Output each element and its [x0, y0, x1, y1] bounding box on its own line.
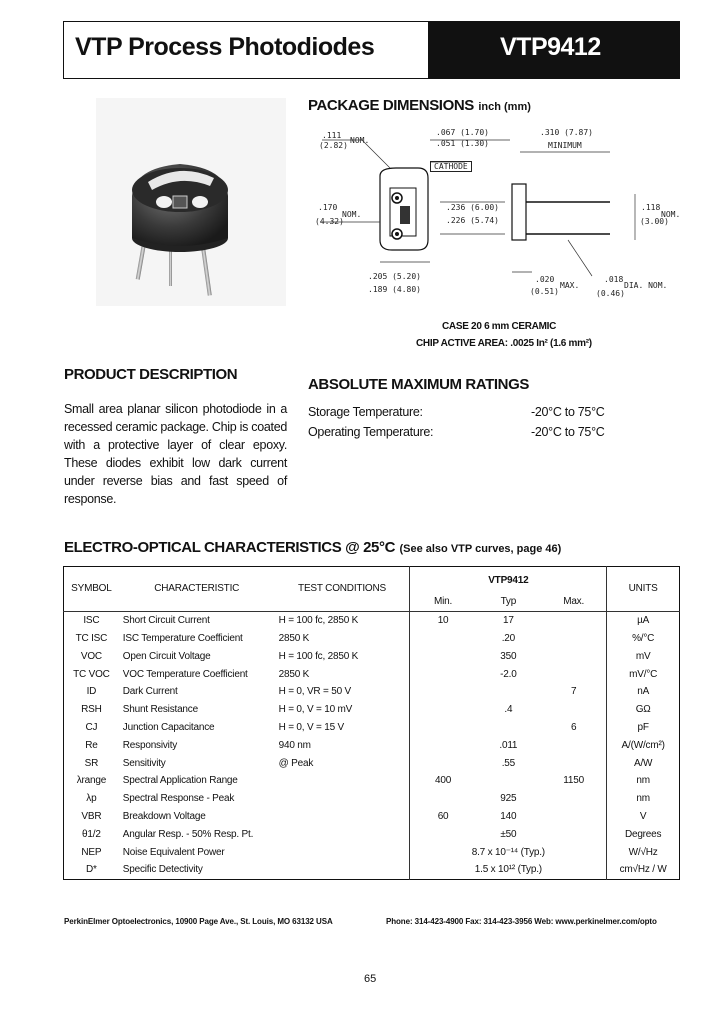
min-cell: 10 [410, 611, 476, 629]
conditions-cell [275, 790, 410, 808]
conditions-cell [275, 843, 410, 861]
symbol-cell: ISC [64, 611, 119, 629]
min-cell [410, 701, 476, 719]
units-cell: %/°C [607, 630, 680, 648]
dim-170: .170 [318, 203, 338, 212]
symbol-cell: θ1/2 [82, 828, 101, 840]
characteristic-cell: Short Circuit Current [119, 611, 275, 629]
rating-value: -20°C to 75°C [531, 425, 605, 439]
typ-cell: .20 [501, 632, 515, 644]
units-cell: mV/°C [607, 665, 680, 683]
typ-cell: 925 [500, 793, 517, 805]
min-cell [410, 754, 476, 772]
characteristic-cell: Breakdown Voltage [122, 810, 206, 822]
dim-067: .067 (1.70) [436, 128, 489, 137]
dim-minimum: MINIMUM [548, 141, 582, 150]
conditions-cell: 2850 K [278, 632, 310, 644]
dim-111: .111 [322, 131, 342, 140]
max-cell [541, 630, 607, 648]
dim-226: .226 (5.74) [446, 216, 499, 225]
max-cell [541, 736, 607, 754]
max-cell: 6 [570, 721, 577, 733]
conditions-cell: H = 0, V = 10 mV [278, 704, 353, 716]
conditions-cell [275, 861, 410, 879]
footer-contact: Phone: 314-423-4900 Fax: 314-423-3956 Web: www.perkinelmer.com/opto [386, 917, 657, 926]
units-cell: A/(W/cm²) [607, 736, 680, 754]
symbol-cell: Re [85, 739, 98, 751]
table-row [64, 808, 680, 826]
units-cell: nA [607, 683, 680, 701]
product-photo [96, 98, 286, 306]
min-cell: 400 [410, 772, 476, 790]
cathode-label: CATHODE [430, 161, 472, 172]
typ-cell [476, 772, 541, 790]
characteristic-cell: ISC Temperature Coefficient [122, 632, 243, 644]
units-cell: µA [607, 611, 680, 629]
rating-value: -20°C to 75°C [531, 405, 605, 419]
part-number: VTP9412 [500, 33, 601, 61]
min-cell [410, 736, 476, 754]
max-cell [541, 808, 607, 826]
characteristic-cell: Open Circuit Voltage [122, 650, 211, 662]
min-cell [410, 790, 476, 808]
characteristic-cell: Spectral Application Range [122, 775, 238, 787]
dim-310: .310 (7.87) [540, 128, 593, 137]
dim-051b: (0.51) [530, 287, 559, 296]
col-units: UNITS [607, 567, 680, 612]
table-row [64, 630, 680, 648]
typ-cell: 350 [500, 650, 517, 662]
rating-label: Storage Temperature: [308, 405, 423, 419]
table-row [64, 825, 680, 843]
product-description-text: Small area planar silicon photodiode in a recessed ceramic package. Chip is coated with a protective layer of clear epoxy. These diodes exhibit low dark current under reverse bias and fast speed of response. [64, 402, 287, 506]
symbol-cell: SR [84, 757, 99, 769]
units-cell: pF [607, 719, 680, 737]
conditions-cell: H = 0, VR = 50 V [278, 686, 352, 698]
col-conditions: TEST CONDITIONS [298, 583, 386, 595]
characteristic-cell: Junction Capacitance [122, 721, 215, 733]
dim-236: .236 (6.00) [446, 203, 499, 212]
dim-170-nom: NOM. [342, 210, 362, 219]
max-cell [541, 701, 607, 719]
table-row [64, 719, 680, 737]
symbol-cell: NEP [81, 846, 102, 858]
footer-address: PerkinElmer Optoelectronics, 10900 Page Ave., St. Louis, MO 63132 USA [64, 917, 333, 926]
characteristic-cell: Shunt Resistance [122, 704, 198, 716]
page-title: VTP Process Photodiodes [75, 33, 375, 61]
typ-cell: 1.5 x 10¹² (Typ.) [410, 861, 607, 879]
dim-282: (2.82) [319, 141, 348, 150]
units-cell: GΩ [607, 701, 680, 719]
symbol-cell: ID [86, 686, 97, 698]
table-row [64, 754, 680, 772]
dim-300: (3.00) [640, 217, 669, 226]
col-group: VTP9412 [410, 567, 607, 594]
max-cell [541, 611, 607, 629]
min-cell [410, 683, 476, 701]
table-row [64, 611, 680, 629]
table-row [64, 772, 680, 790]
min-cell: 60 [410, 808, 476, 826]
symbol-cell: TC VOC [73, 668, 110, 680]
table-row [64, 647, 680, 665]
dim-189: .189 (4.80) [368, 285, 421, 294]
col-symbol: SYMBOL [71, 583, 112, 595]
characteristic-cell: VOC Temperature Coefficient [122, 668, 248, 680]
conditions-cell: 2850 K [278, 668, 310, 680]
symbol-cell: D* [86, 864, 97, 876]
page-number: 65 [364, 973, 377, 985]
typ-cell: 8.7 x 10⁻¹⁴ (Typ.) [410, 843, 607, 861]
symbol-cell: VOC [80, 650, 102, 662]
typ-cell: .011 [499, 739, 518, 751]
characteristic-cell: Sensitivity [122, 757, 166, 769]
dim-432: (4.32) [315, 217, 344, 226]
max-cell [541, 647, 607, 665]
characteristic-cell: Angular Resp. - 50% Resp. Pt. [122, 828, 254, 840]
col-min: Min. [410, 593, 476, 611]
dim-118-nom: NOM. [661, 210, 681, 219]
units-cell: Degrees [607, 825, 680, 843]
min-cell [410, 630, 476, 648]
dim-118: .118 [641, 203, 661, 212]
table-row [64, 861, 680, 879]
chip-area-line: CHIP ACTIVE AREA: .0025 In² (1.6 mm²) [416, 338, 592, 349]
dim-046: (0.46) [596, 289, 625, 298]
units-cell: V [607, 808, 680, 826]
symbol-cell: TC ISC [75, 632, 108, 644]
symbol-cell: λp [86, 793, 97, 805]
characteristic-cell: Noise Equivalent Power [122, 846, 225, 858]
table-row [64, 843, 680, 861]
photodiode-image [96, 98, 286, 306]
max-cell: 7 [570, 686, 577, 698]
typ-cell: 140 [500, 810, 517, 822]
units-cell: cm√Hz / W [607, 861, 680, 879]
units-cell: mV [607, 647, 680, 665]
max-cell: 1150 [563, 775, 584, 787]
col-typ: Typ [500, 596, 517, 608]
dim-111-nom: NOM. [350, 136, 370, 145]
dim-dia-nom: DIA. NOM. [624, 281, 668, 290]
eo-table [63, 566, 680, 880]
col-max: Max. [563, 596, 585, 608]
ratings-heading: ABSOLUTE MAXIMUM RATINGS [308, 376, 529, 393]
typ-cell [476, 719, 541, 737]
rating-label: Operating Temperature: [308, 425, 434, 439]
dim-205: .205 (5.20) [368, 272, 421, 281]
conditions-cell [275, 825, 410, 843]
characteristic-cell: Spectral Response - Peak [122, 793, 235, 805]
typ-cell [476, 683, 541, 701]
table-row [64, 701, 680, 719]
max-cell [541, 665, 607, 683]
units-cell: A/W [607, 754, 680, 772]
symbol-cell: VBR [81, 810, 102, 822]
conditions-cell [275, 772, 410, 790]
symbol-cell: λrange [76, 775, 107, 787]
conditions-cell [275, 808, 410, 826]
table-row [64, 683, 680, 701]
dim-020: .020 [535, 275, 555, 284]
min-cell [410, 665, 476, 683]
units-cell: nm [607, 772, 680, 790]
typ-cell: .55 [501, 757, 515, 769]
max-cell [541, 790, 607, 808]
dim-051: .051 (1.30) [436, 139, 489, 148]
dim-018: .018 [604, 275, 624, 284]
symbol-cell: CJ [85, 721, 98, 733]
product-description-heading: PRODUCT DESCRIPTION [64, 366, 238, 383]
col-characteristic: CHARACTERISTIC [154, 583, 240, 595]
characteristic-cell: Responsivity [122, 739, 178, 751]
typ-cell: .4 [504, 704, 513, 716]
min-cell [410, 825, 476, 843]
characteristic-cell: Dark Current [122, 686, 178, 698]
max-cell [541, 825, 607, 843]
typ-cell: 17 [476, 611, 541, 629]
case-line: CASE 20 6 mm CERAMIC [442, 321, 557, 332]
dim-020-max: MAX. [560, 281, 580, 290]
characteristic-cell: Specific Detectivity [122, 864, 203, 876]
conditions-cell: @ Peak [278, 757, 314, 769]
min-cell [410, 719, 476, 737]
table-row [64, 790, 680, 808]
table-row [64, 665, 680, 683]
symbol-cell: RSH [81, 704, 102, 716]
units-cell: W/√Hz [607, 843, 680, 861]
typ-cell: ±50 [500, 828, 517, 840]
conditions-cell: H = 100 fc, 2850 K [278, 650, 359, 662]
min-cell [410, 647, 476, 665]
eo-heading: ELECTRO-OPTICAL CHARACTERISTICS @ 25°C (See also VTP curves, page 46) [64, 539, 562, 556]
package-dimensions-heading: PACKAGE DIMENSIONS inch (mm) [308, 97, 531, 114]
units-cell: nm [607, 790, 680, 808]
max-cell [541, 754, 607, 772]
table-row [64, 736, 680, 754]
conditions-cell: H = 0, V = 15 V [278, 721, 344, 733]
conditions-cell: H = 100 fc, 2850 K [275, 611, 410, 629]
conditions-cell: 940 nm [278, 739, 311, 751]
typ-cell: -2.0 [500, 668, 517, 680]
